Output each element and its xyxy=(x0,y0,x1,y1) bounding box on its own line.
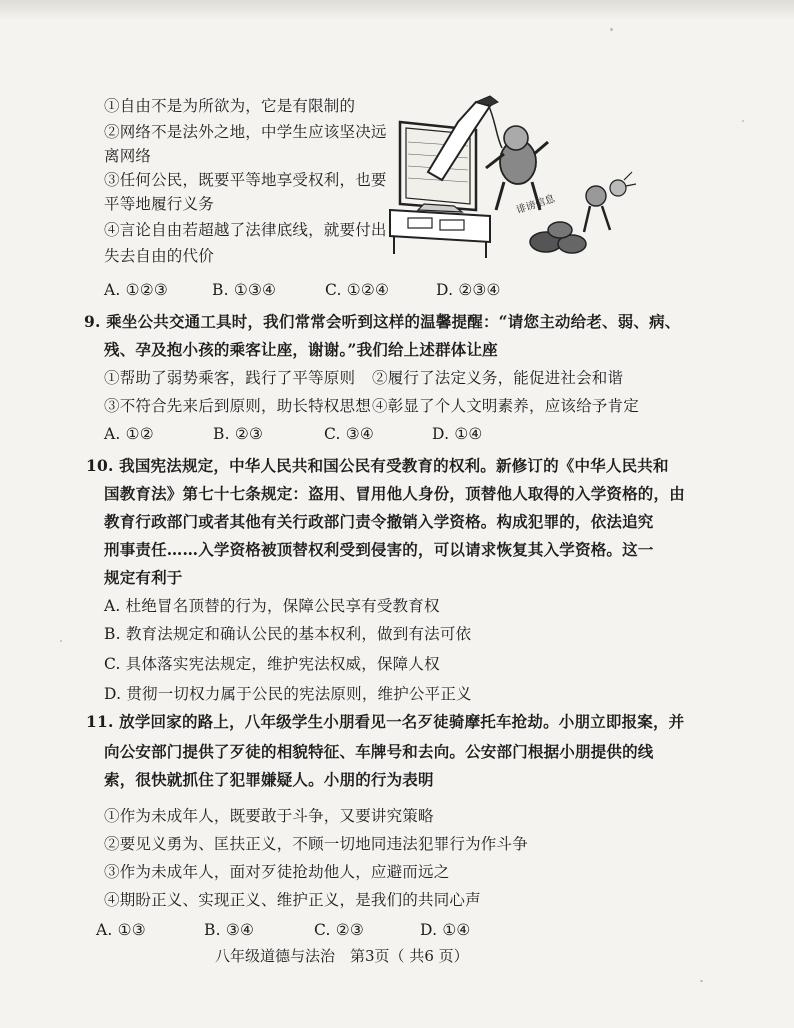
q10-stem-2: 国教育法》第七十七条规定：盗用、冒用他人身份，顶替他人取得的入学资格的，由 xyxy=(104,484,685,503)
q8-choice-b: B. ①③④ xyxy=(212,281,277,299)
q9-stem-1: 9. 乘坐公共交通工具时，我们常常会听到这样的温馨提醒：“请您主动给老、弱、病、 xyxy=(84,312,681,331)
q11-option-3: ③作为未成年人，面对歹徒抢劫他人，应避而远之 xyxy=(104,863,450,881)
q11-stem-2: 向公安部门提供了歹徒的相貌特征、车牌号和去向。公安部门根据小朋提供的线 xyxy=(104,742,654,761)
q8-option-1: ①自由不是为所欲为，它是有限制的 xyxy=(104,97,356,115)
q11-stem-1: 11. 放学回家的路上，八年级学生小朋看见一名歹徒骑摩托车抢劫。小朋立即报案，并 xyxy=(86,712,685,731)
q11-choice-a: A. ①③ xyxy=(96,921,146,939)
q10-stem-3: 教育行政部门或者其他有关行政部门责令撤销入学资格。构成犯罪的，依法追究 xyxy=(104,512,654,531)
q9-choice-a: A. ①② xyxy=(104,425,154,443)
q11-choice-d: D. ①④ xyxy=(420,921,471,939)
q9-stem-2: 残、孕及抱小孩的乘客让座，谢谢。”我们给上述群体让座 xyxy=(104,340,498,359)
q8-option-4-cont: 失去自由的代价 xyxy=(104,247,214,265)
q9-choice-b: B. ②③ xyxy=(213,425,264,443)
q9-choice-d: D. ①④ xyxy=(432,425,483,443)
q10-choice-d: D. 贯彻一切权力属于公民的宪法原则，维护公平正义 xyxy=(104,685,472,703)
scan-speck xyxy=(700,980,703,982)
q11-option-4: ④期盼正义、实现正义、维护正义，是我们的共同心声 xyxy=(104,891,481,909)
q9-option-4: ④彰显了个人文明素养，应该给予肯定 xyxy=(372,397,639,415)
scan-speck xyxy=(610,28,613,31)
q11-choice-b: B. ③④ xyxy=(204,921,255,939)
q9-option-2: ②履行了法定义务，能促进社会和谐 xyxy=(372,369,624,387)
q10-stem-4: 刑事责任……入学资格被顶替权利受到侵害的，可以请求恢复其入学资格。这一 xyxy=(104,540,654,559)
q9-option-3: ③不符合先来后到原则，助长特权思想 xyxy=(104,397,371,415)
cartoon-illustration xyxy=(378,92,638,272)
q11-option-2: ②要见义勇为、匡扶正义，不顾一切地同违法犯罪行为作斗争 xyxy=(104,835,528,853)
q8-choice-c: C. ①②④ xyxy=(325,281,390,299)
scan-speck xyxy=(60,640,62,642)
illustration-label: 诽谤信息 xyxy=(515,193,557,217)
q8-choice-a: A. ①②③ xyxy=(104,281,168,299)
q11-option-1: ①作为未成年人，既要敢于斗争，又要讲究策略 xyxy=(104,807,434,825)
page-footer: 八年级道德与法治 第3页（ 共6 页） xyxy=(215,947,469,965)
q8-option-2: ②网络不是法外之地，中学生应该坚决远 xyxy=(104,123,387,141)
q10-stem-5: 规定有利于 xyxy=(104,568,183,587)
q10-stem-1: 10. 我国宪法规定，中华人民共和国公民有受教育的权利。新修订的《中华人民共和 xyxy=(86,456,669,475)
scan-speck xyxy=(742,120,744,122)
q11-stem-3: 索，很快就抓住了犯罪嫌疑人。小朋的行为表明 xyxy=(104,770,434,789)
q8-option-4: ④言论自由若超越了法律底线，就要付出 xyxy=(104,221,387,239)
q10-choice-a: A. 杜绝冒名顶替的行为，保障公民享有受教育权 xyxy=(104,597,440,615)
q9-option-1: ①帮助了弱势乘客，践行了平等原则 xyxy=(104,369,356,387)
q10-choice-b: B. 教育法规定和确认公民的基本权利，做到有法可依 xyxy=(104,625,472,643)
q11-choice-c: C. ②③ xyxy=(314,921,364,939)
q8-option-3-cont: 平等地履行义务 xyxy=(104,195,214,213)
q9-choice-c: C. ③④ xyxy=(324,425,374,443)
q8-option-3: ③任何公民，既要平等地享受权利，也要 xyxy=(104,171,387,189)
scan-edge xyxy=(0,0,794,20)
q8-option-2-cont: 离网络 xyxy=(104,147,152,165)
q8-choice-d: D. ②③④ xyxy=(436,281,501,299)
q10-choice-c: C. 具体落实宪法规定，维护宪法权威，保障人权 xyxy=(104,655,440,673)
